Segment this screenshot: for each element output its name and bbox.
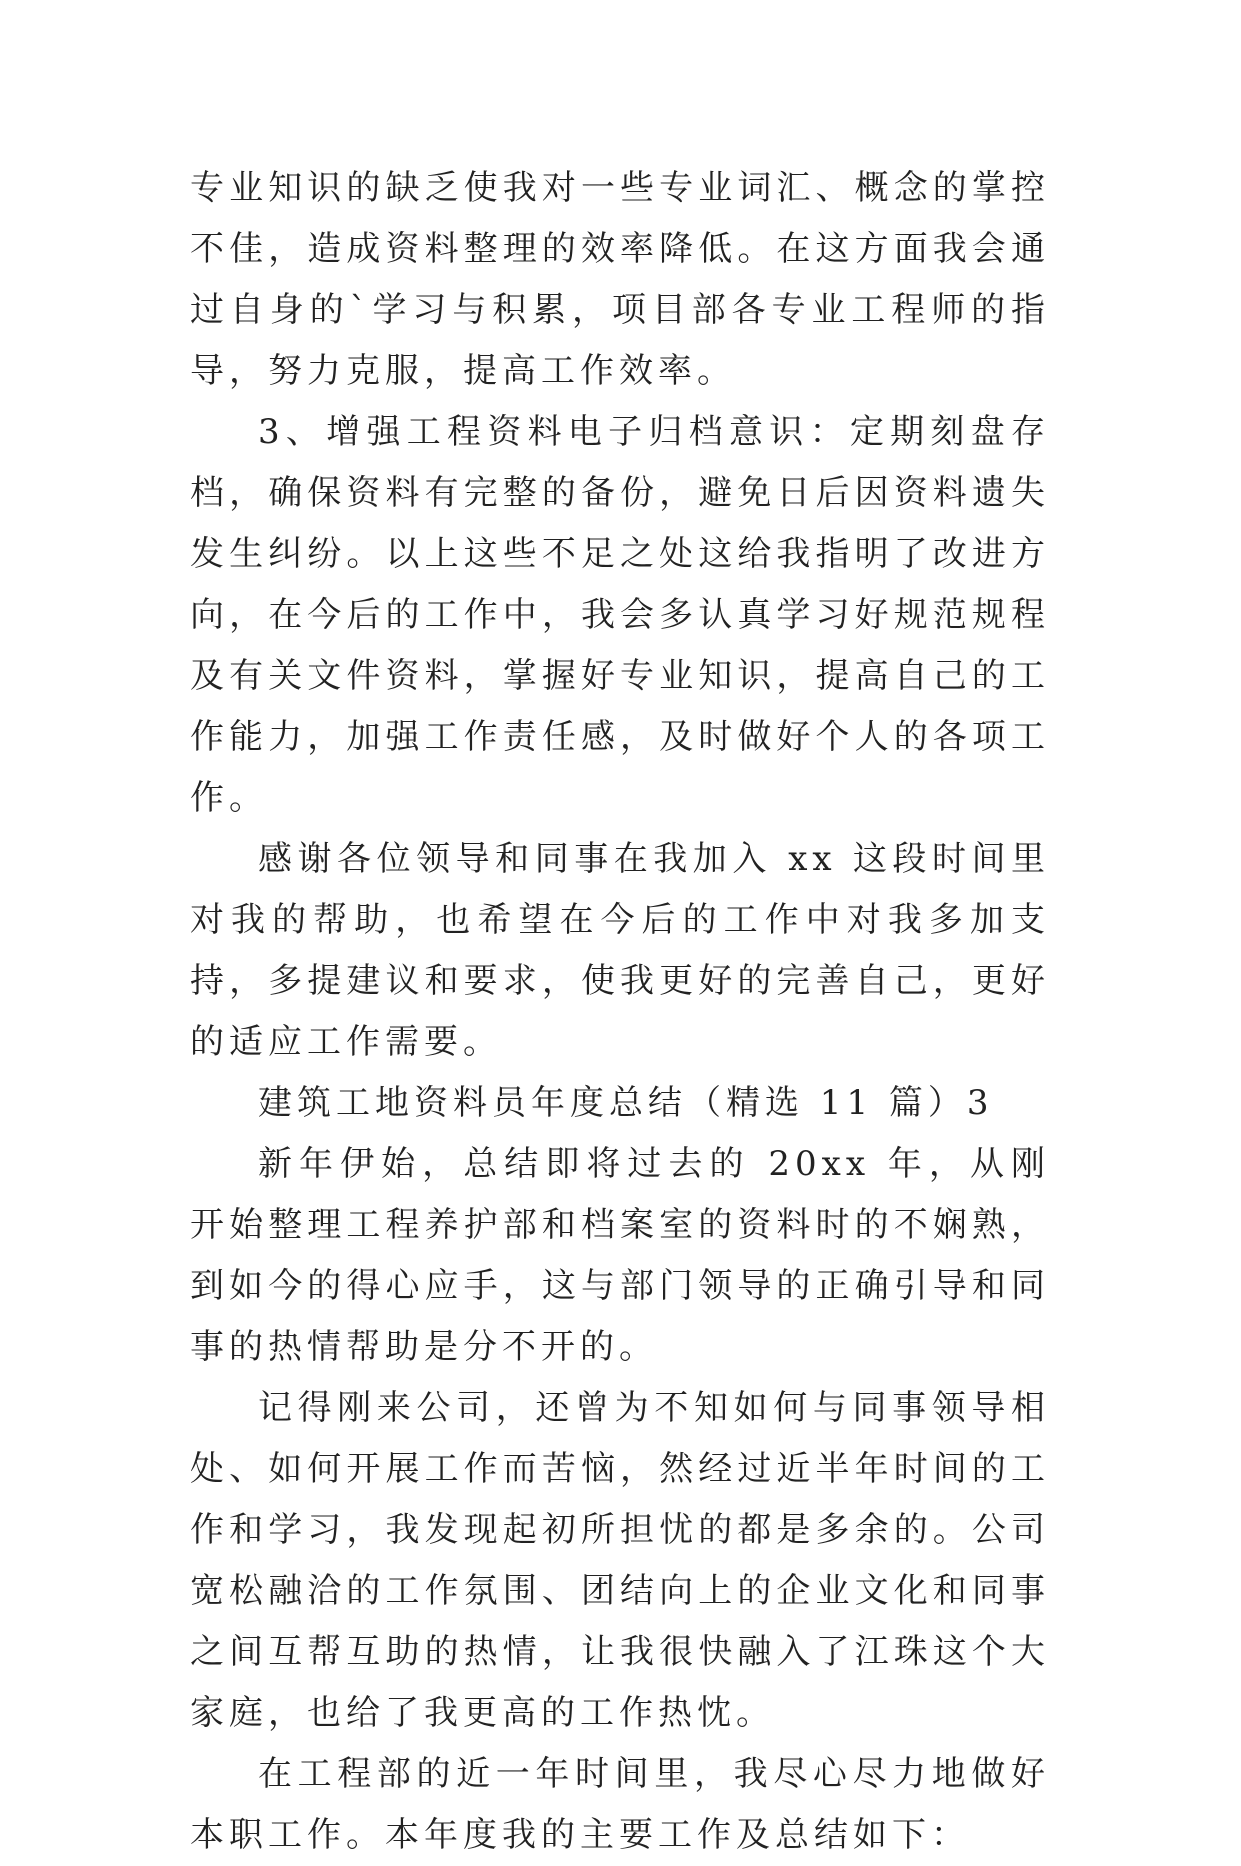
paragraph-new-year: 新年伊始，总结即将过去的 20xx 年，从刚开始整理工程养护部和档案室的资料时的不娴熟，到如今的得心应手，这与部门领导的正确引导和同事的热情帮助是分不开的。 <box>190 1144 1050 1367</box>
paragraph-memories: 记得刚来公司，还曾为不知如何与同事领导相处、如何开展工作而苦恼，然经过近半年时间的工作和学习，我发现起初所担忧的都是多余的。公司宽松融洽的工作氛围、团结向上的企业文化和同事之间互帮互助的热情，让我很快融入了江珠这个大家庭，也给了我更高的工作热忱。 <box>190 1388 1050 1733</box>
paragraph-thanks: 感谢各位领导和同事在我加入 xx 这段时间里对我的帮助，也希望在今后的工作中对我多加支持，多提建议和要求，使我更好的完善自己，更好的适应工作需要。 <box>190 839 1050 1062</box>
document-body <box>190 158 1050 1866</box>
paragraph-summary-intro: 在工程部的近一年时间里，我尽心尽力地做好本职工作。本年度我的主要工作及总结如下： <box>190 1754 1050 1855</box>
section-heading: 建筑工地资料员年度总结（精选 11 篇）3 <box>258 1083 994 1123</box>
paragraph-continuation: 专业知识的缺乏使我对一些专业词汇、概念的掌控不佳，造成资料整理的效率降低。在这方面我会通过自身的`学习与积累，项目部各专业工程师的指导，努力克服，提高工作效率。 <box>190 168 1050 391</box>
paragraph-item-3: 3、增强工程资料电子归档意识：定期刻盘存档，确保资料有完整的备份，避免日后因资料遗失发生纠纷。以上这些不足之处这给我指明了改进方向，在今后的工作中，我会多认真学习好规范规程及有关文件资料，掌握好专业知识，提高自己的工作能力，加强工作责任感，及时做好个人的各项工作。 <box>190 412 1050 818</box>
